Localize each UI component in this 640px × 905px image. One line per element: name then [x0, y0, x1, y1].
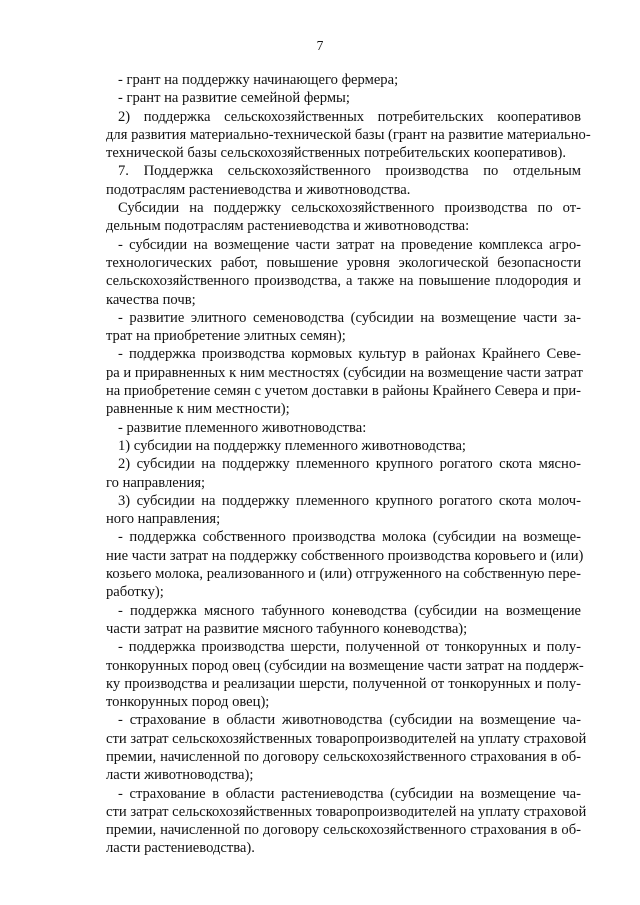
text-line: работку); [106, 584, 164, 601]
text-line: - страхование в области животноводства (субсидии на возмещение ча- [118, 712, 581, 729]
text-line: - грант на поддержку начинающего фермера; [118, 72, 399, 88]
text-line: сти затрат сельскохозяйственных товаропроизводителей на уплату страховой [106, 730, 587, 747]
text-line: трат на приобретение элитных семян); [106, 328, 346, 345]
text-line: тонкорунных пород овец); [106, 694, 270, 711]
text-line: качества почв; [106, 291, 196, 308]
text-line: для развития материально-технической базы (грант на развитие материально- [106, 126, 591, 143]
text-line: - поддержка производства шерсти, полученной от тонкорунных и полу- [118, 639, 581, 656]
text-line: го направления; [106, 474, 206, 491]
text-line: тонкорунных пород овец (субсидии на возмещение части затрат на поддерж- [106, 657, 584, 674]
text-line: сти затрат сельскохозяйственных товаропроизводителей на уплату страховой [106, 803, 587, 820]
text-line: на приобретение семян с учетом доставки в районы Крайнего Севера и при- [106, 383, 582, 400]
text-line: премии, начисленной по договору сельскохозяйственного страхования в об- [106, 822, 581, 839]
text-line: 7. Поддержка сельскохозяйственного производства по отдельным [118, 163, 581, 180]
text-line: - грант на развитие семейной фермы; [118, 90, 350, 107]
document-body [106, 71, 591, 858]
text-line: 3) субсидии на поддержку племенного крупного рогатого скота молоч- [118, 492, 581, 509]
text-line: Субсидии на поддержку сельскохозяйственного производства по от- [118, 200, 581, 217]
text-line: ласти растениеводства). [106, 840, 255, 857]
text-line: 2) поддержка сельскохозяйственных потребительских кооперативов [118, 108, 581, 125]
text-line: технической базы сельскохозяйственных потребительских кооперативов). [106, 145, 567, 162]
text-line: - страхование в области растениеводства (субсидии на возмещение ча- [118, 785, 581, 802]
text-line: равненные к ним местности); [106, 401, 290, 418]
text-line: ра и приравненных к ним местностях (субсидии на возмещение части затрат [106, 364, 583, 381]
text-line: премии, начисленной по договору сельскохозяйственного страхования в об- [106, 748, 581, 765]
text-line: - развитие элитного семеноводства (субсидии на возмещение части за- [118, 309, 581, 326]
text-line: дельным подотраслям растениеводства и животноводства: [106, 218, 470, 235]
text-line: технологических работ, повышение уровня экологической безопасности [106, 254, 581, 271]
text-line: подотраслям растениеводства и животноводства. [106, 181, 411, 198]
text-line: ласти животноводства); [106, 767, 254, 784]
text-line: сельскохозяйственного производства, а также на повышение плодородия и [106, 273, 581, 290]
text-line: ку производства и реализации шерсти, полученной от тонкорунных и полу- [106, 675, 581, 692]
text-line: - поддержка производства кормовых культур в районах Крайнего Севе- [118, 346, 581, 363]
text-line: ние части затрат на поддержку собственного производства коровьего и (или) [106, 547, 584, 564]
text-line: - поддержка мясного табунного коневодства (субсидии на возмещение [118, 602, 581, 619]
text-line: 2) субсидии на поддержку племенного крупного рогатого скота мясно- [118, 456, 581, 473]
text-line: части затрат на развитие мясного табунного коневодства); [106, 620, 468, 637]
page-number: 7 [316, 38, 324, 53]
text-line: козьего молока, реализованного и (или) отгруженного на собственную пере- [106, 566, 581, 583]
text-line: - поддержка собственного производства молока (субсидии на возмеще- [118, 529, 581, 546]
text-line: ного направления; [106, 511, 221, 528]
text-line: - развитие племенного животноводства: [118, 419, 367, 436]
text-line: - субсидии на возмещение части затрат на проведение комплекса агро- [118, 236, 581, 253]
text-line: 1) субсидии на поддержку племенного животноводства; [118, 437, 466, 454]
